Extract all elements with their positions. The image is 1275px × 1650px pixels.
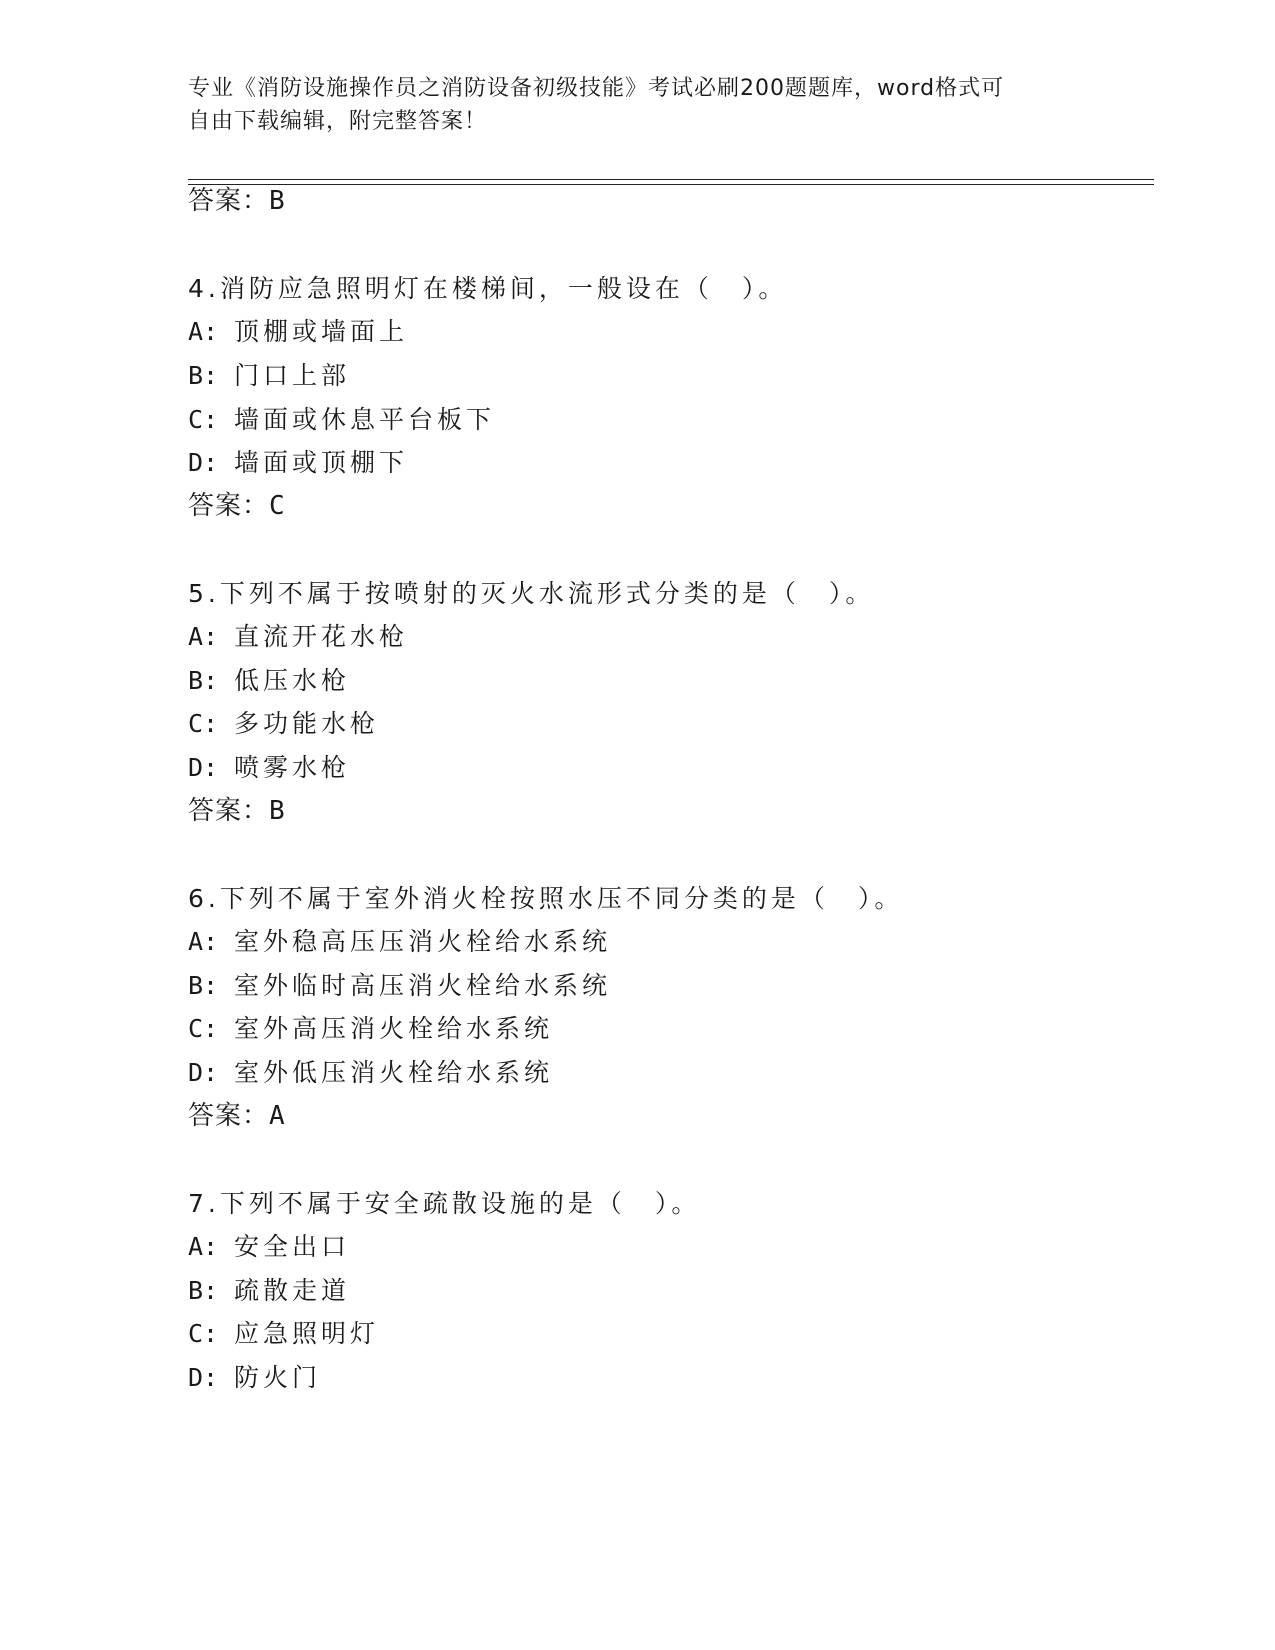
header-title-line2: 自由下载编辑，附完整答案！ [188,109,488,134]
question-6-option-b [188,971,611,1001]
option-letter: A: [188,317,219,346]
question-6-option-d [188,1058,553,1088]
option-text: 门口上部 [234,361,351,390]
question-7-option-d [188,1363,321,1393]
question-4-option-b [188,361,350,391]
question-7-option-a [188,1232,350,1262]
option-letter: C: [188,1014,219,1043]
option-text: 安全出口 [234,1232,351,1261]
question-6-option-c [188,1014,553,1044]
header-divider-bottom [188,184,1154,185]
option-letter: C: [188,405,219,434]
question-4-option-d [188,448,408,478]
question-5: 5.下列不属于按喷射的灭火水流形式分类的是（ ）。 [188,579,875,608]
option-letter: B: [188,1276,219,1305]
question-5-answer [188,796,286,826]
option-text: 多功能水枪 [234,709,380,738]
answer-label: 答案： [188,186,270,216]
option-letter: C: [188,709,219,738]
option-letter: D: [188,1363,219,1392]
question-4: 4.消防应急照明灯在楼梯间，一般设在（ ）。 [188,274,788,303]
option-text: 室外低压消火栓给水系统 [234,1058,554,1087]
option-letter: C: [188,1319,219,1348]
option-text: 直流开花水枪 [234,622,409,651]
question-6: 6.下列不属于室外消火栓按照水压不同分类的是（ ）。 [188,884,904,913]
question-7-option-c [188,1319,379,1349]
option-text: 顶棚或墙面上 [234,317,409,346]
question-6-option-a [188,927,611,957]
question-7: 7.下列不属于安全疏散设施的是（ ）。 [188,1189,701,1218]
answer-label: 答案： [188,796,270,826]
option-letter: D: [188,1058,219,1087]
option-text: 应急照明灯 [234,1319,380,1348]
question-5-option-c [188,709,379,739]
question-5-option-b [188,666,350,696]
question-7-option-b [188,1276,350,1306]
option-text: 室外稳高压压消火栓给水系统 [234,927,612,956]
header-divider-top [188,179,1154,180]
answer-value: A [269,1101,286,1131]
document-header [188,72,1068,138]
option-letter: A: [188,1232,219,1261]
option-letter: D: [188,753,219,782]
option-letter: B: [188,666,219,695]
option-text: 室外高压消火栓给水系统 [234,1014,554,1043]
option-text: 墙面或休息平台板下 [234,405,496,434]
header-title-line1: 专业《消防设施操作员之消防设备初级技能》考试必刷200题题库，word格式可 [188,76,1005,101]
option-letter: B: [188,971,219,1000]
answer-value: B [269,796,286,826]
question-4-option-a [188,317,408,347]
question-6-answer [188,1101,286,1131]
answer-value: C [269,491,286,521]
answer-label: 答案： [188,491,270,521]
option-text: 墙面或顶棚下 [234,448,409,477]
question-4-option-c [188,405,495,435]
question-5-option-a [188,622,408,652]
option-text: 喷雾水枪 [234,753,351,782]
question-4-answer [188,491,286,521]
question-5-option-d [188,753,350,783]
answer-line [188,186,286,216]
option-letter: B: [188,361,219,390]
option-text: 防火门 [234,1363,322,1392]
option-text: 室外临时高压消火栓给水系统 [234,971,612,1000]
option-letter: A: [188,622,219,651]
answer-label: 答案： [188,1101,270,1131]
option-text: 低压水枪 [234,666,351,695]
option-text: 疏散走道 [234,1276,351,1305]
option-letter: D: [188,448,219,477]
answer-value: B [269,186,286,216]
option-letter: A: [188,927,219,956]
